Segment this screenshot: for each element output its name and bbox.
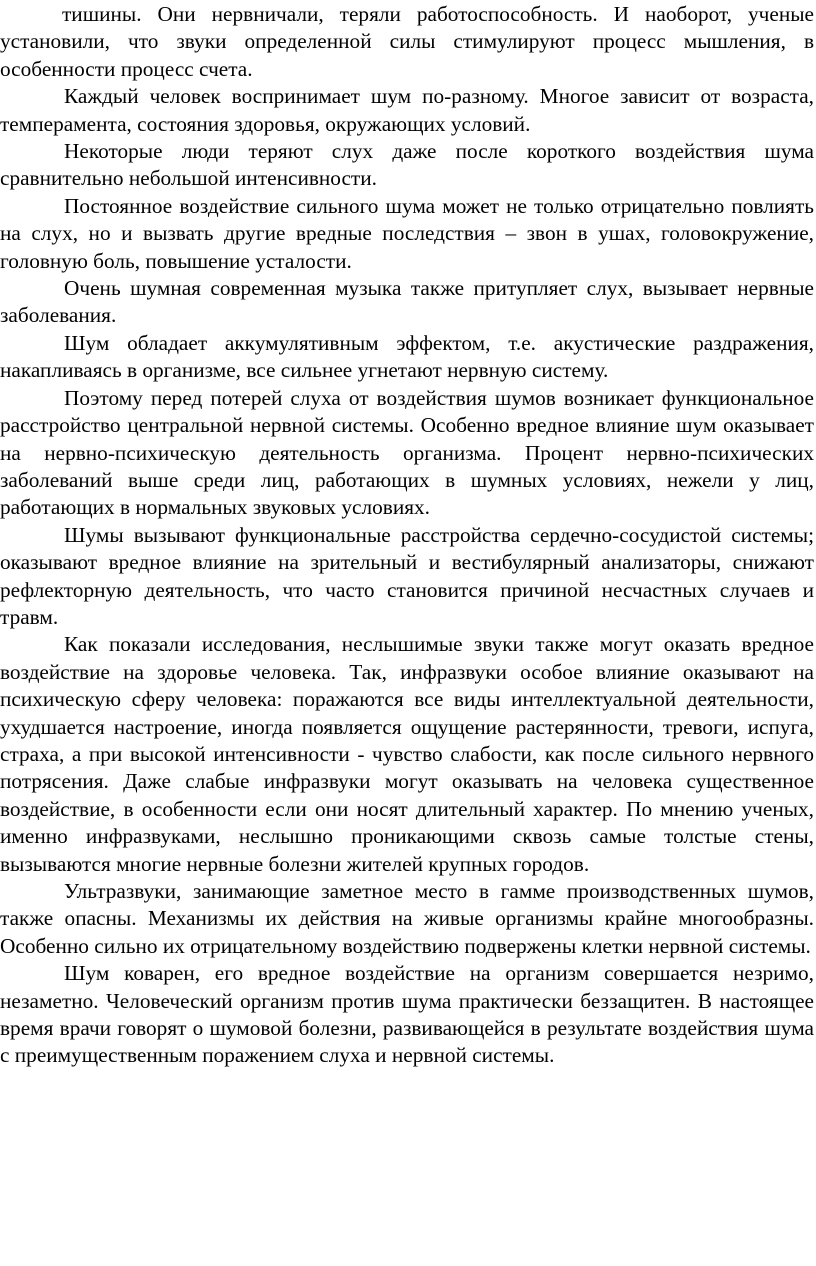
paragraph: Поэтому перед потерей слуха от воздействия шумов возникает функциональное расстройство центральной нервной системы. Особенно вредное влияние шум оказывает на нервно-психическую деятельность организма. Процент нервно-психических заболеваний выше среди лиц, работающих в шумных условиях, нежели у лиц, работающих в нормальных звуковых условиях. <box>0 385 814 520</box>
paragraph: Каждый человек воспринимает шум по-разному. Многое зависит от возраста, темперамента, состояния здоровья, окружающих условий. <box>0 84 814 136</box>
paragraph: Очень шумная современная музыка также притупляет слух, вызывает нервные заболевания. <box>0 276 814 328</box>
paragraph: Некоторые люди теряют слух даже после короткого воздействия шума сравнительно небольшой интенсивности. <box>0 139 814 191</box>
paragraph: Как показали исследования, неслышимые звуки также могут оказать вредное воздействие на здоровье человека. Так, инфразвуки особое влияние оказывают на психическую сферу человека: поражаются все виды интеллектуальной деятельности, ухудшается настроение, иногда появляется ощущение растерянности, тревоги, испуга, страха, а при высокой интенсивности - чувство слабости, как после сильного нервного потрясения. Даже слабые инфразвуки могут оказывать на человека существенное воздействие, в особенности если они носят длительный характер. По мнению ученых, именно инфразвуками, неслышно проникающими сквозь самые толстые стены, вызываются многие нервные болезни жителей крупных городов. <box>0 632 814 876</box>
paragraph: Постоянное воздействие сильного шума может не только отрицательно повлиять на слух, но и вызвать другие вредные последствия – звон в ушах, головокружение, головную боль, повышение усталости. <box>0 193 814 273</box>
paragraph: Шум обладает аккумулятивным эффектом, т.е. акустические раздражения, накапливаясь в организме, все сильнее угнетают нервную систему. <box>0 330 814 383</box>
paragraph: Шумы вызывают функциональные расстройства сердечно-сосудистой системы; оказывают вредное влияние на зрительный и вестибулярный анализаторы, снижают рефлекторную деятельность, что часто становится причиной несчастных случаев и травм. <box>0 522 814 629</box>
paragraph: Шум коварен, его вредное воздействие на организм совершается незримо, незаметно. Человеческий организм против шума практически беззащитен. В настоящее время врачи говорят о шумовой болезни, развивающейся в результате воздействия шума с преимущественным поражением слуха и нервной системы. <box>0 961 814 1068</box>
paragraph: Ультразвуки, занимающие заметное место в гамме производственных шумов, также опасны. Механизмы их действия на живые организмы крайне многообразны. Особенно сильно их отрицательному воздействию подвержены клетки нервной системы. <box>0 879 814 958</box>
paragraph: тишины. Они нервничали, теряли работоспособность. И наоборот, ученые установили, что звуки определенной силы стимулируют процесс мышления, в особенности процесс счета. <box>0 2 814 81</box>
